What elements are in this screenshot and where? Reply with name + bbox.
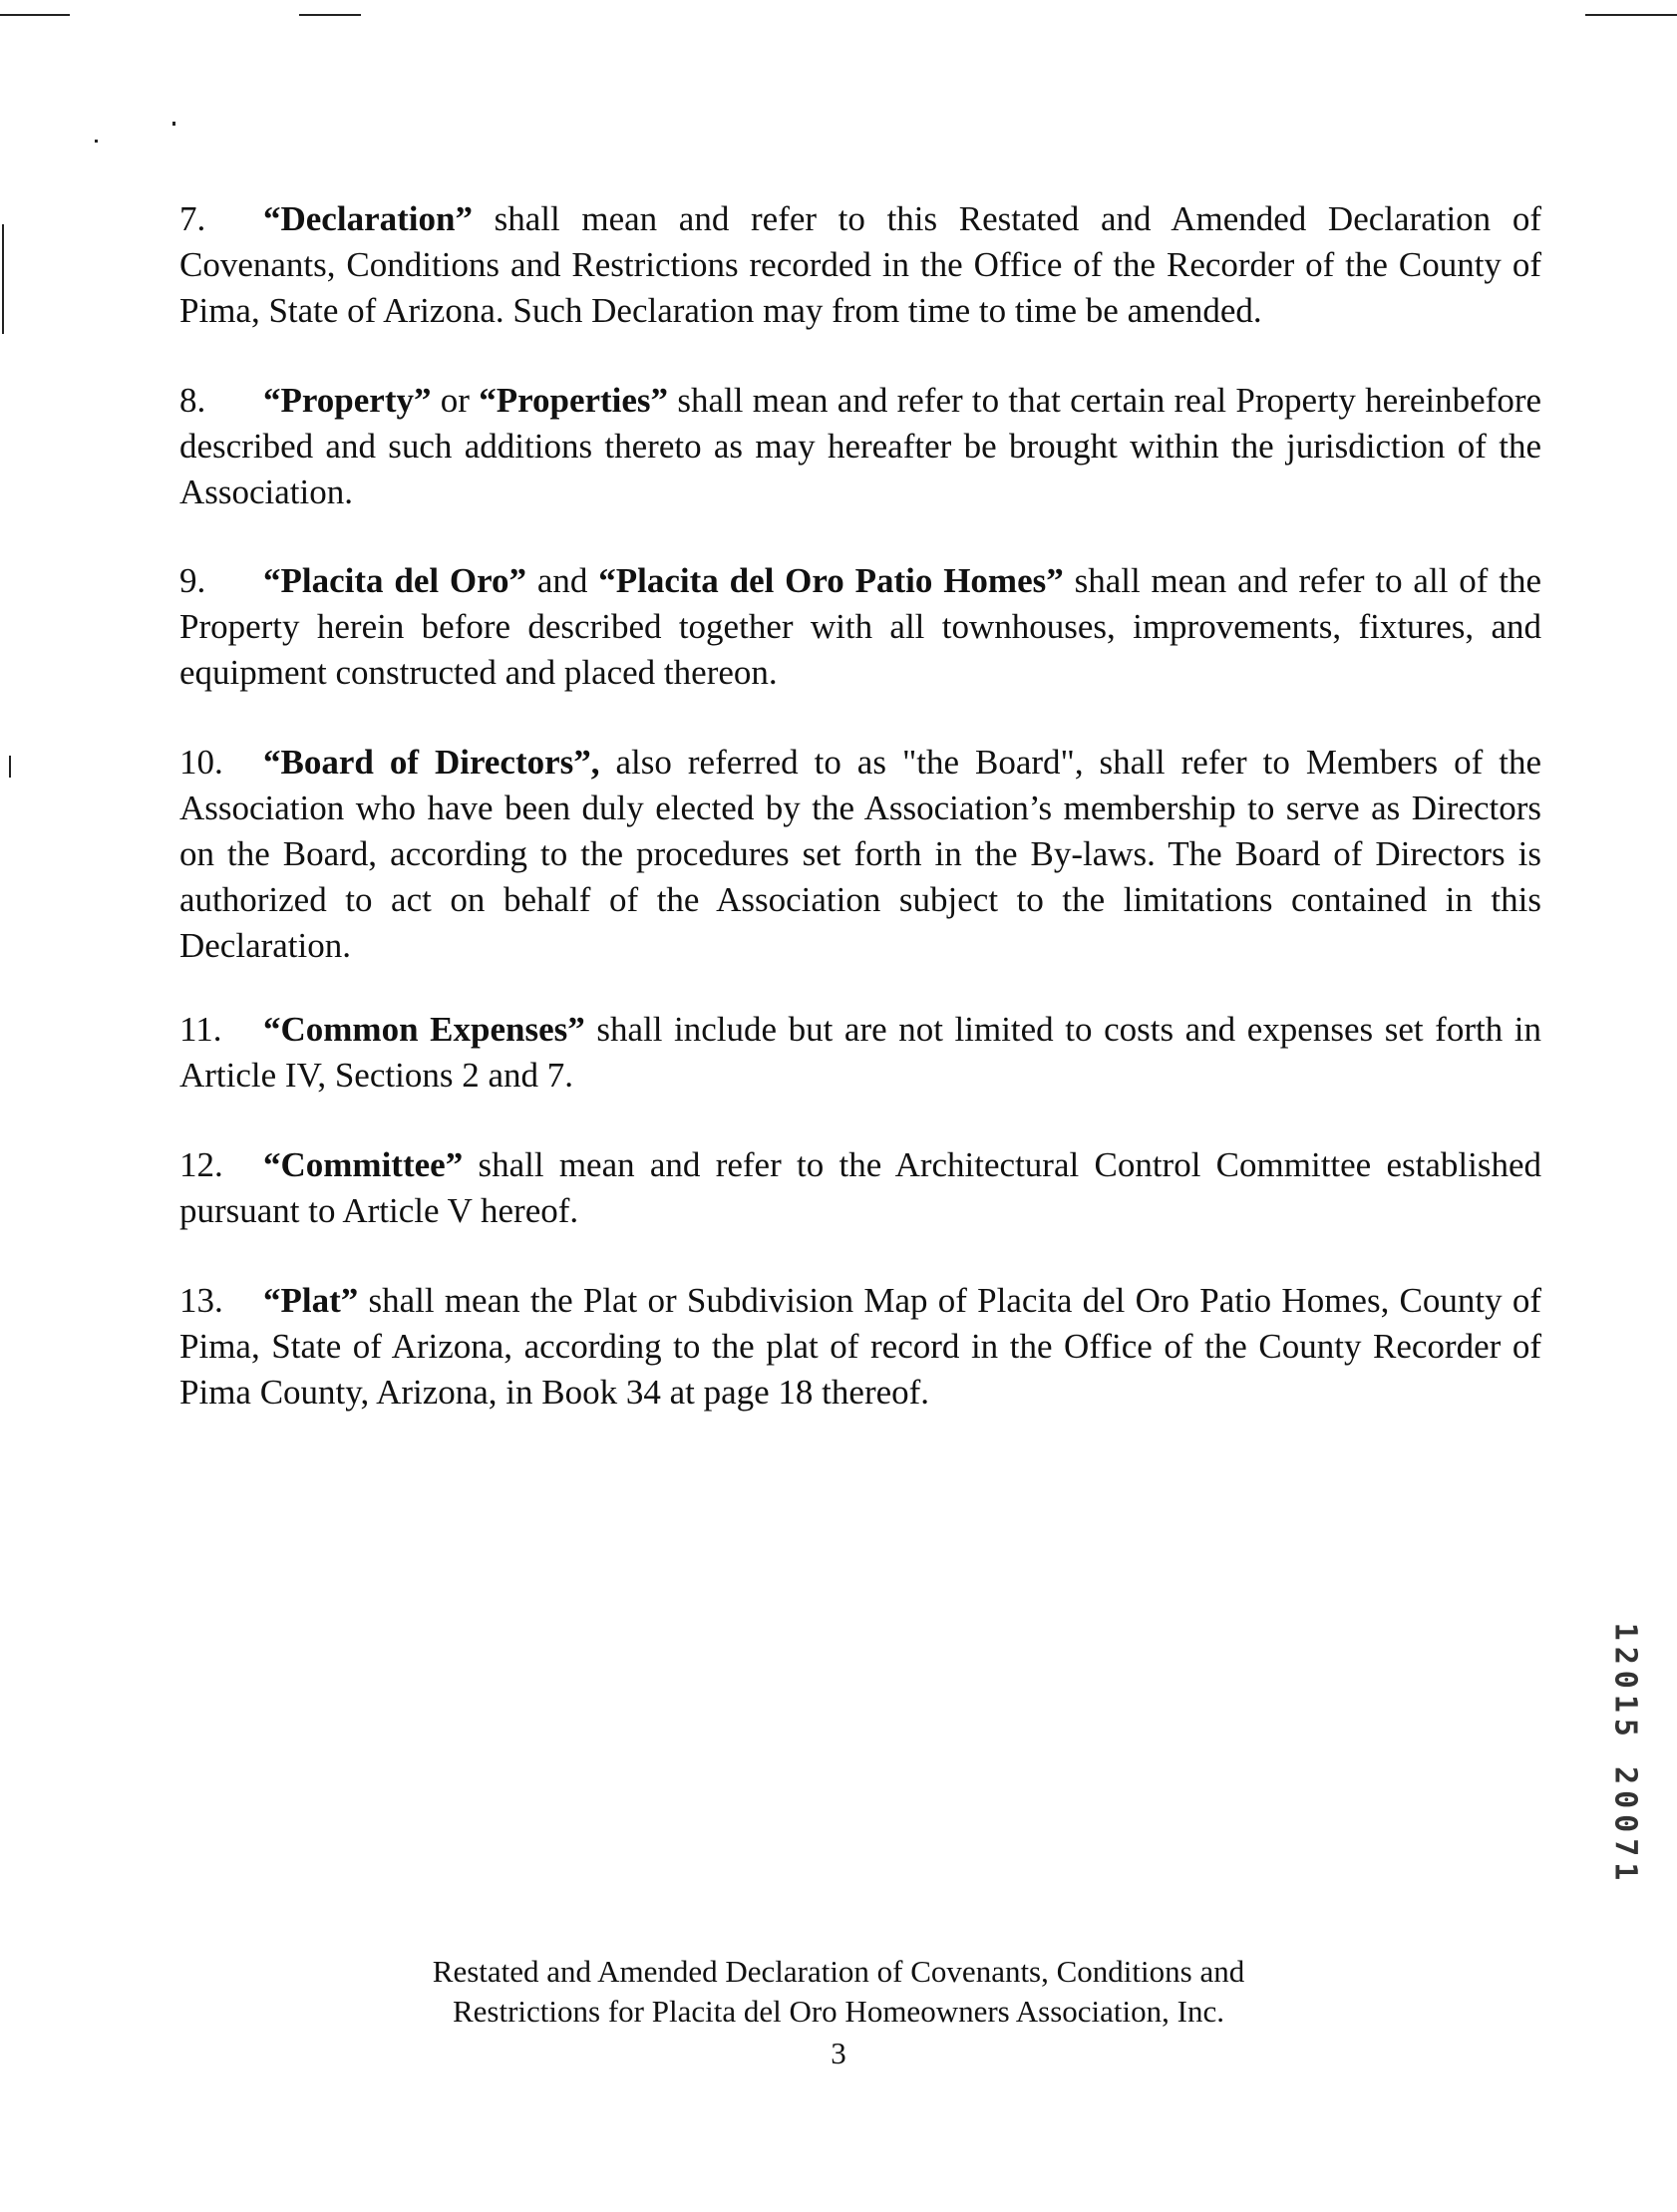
footer-title-line-2: Restrictions for Placita del Oro Homeowners Association, Inc. — [453, 1994, 1224, 2029]
defined-term: “Common Expenses” — [263, 1010, 585, 1049]
defined-term: “Plat” — [263, 1281, 359, 1320]
term-connector: or — [431, 381, 480, 420]
paragraph-number: 8. — [179, 381, 206, 420]
definition-text: shall mean and refer to all of the Property herein before described together with all townhouses, improvements, fixtures, and equipment constructed and placed thereon. — [179, 561, 1541, 692]
paragraph-number: 10. — [179, 743, 223, 782]
definition-text: shall mean and refer to that certain real Property hereinbefore described and such additions thereto as may hereafter be brought within the jurisdiction of the Association. — [179, 381, 1542, 511]
paragraph-number: 7. — [179, 199, 206, 238]
defined-term: “Placita del Oro” — [263, 561, 527, 600]
definition-paragraph-9 — [179, 558, 1541, 696]
paragraph-number: 11. — [179, 1010, 222, 1049]
definition-paragraph-8 — [179, 378, 1541, 515]
scan-artifact-line-right — [1585, 14, 1677, 16]
term-connector: and — [526, 561, 599, 600]
definition-paragraph-10 — [179, 740, 1541, 969]
scan-artifact-tick — [9, 756, 11, 778]
defined-term: “Declaration” — [263, 199, 473, 238]
recording-number-stamp — [1605, 1575, 1645, 1934]
paragraph-number: 12. — [179, 1145, 223, 1184]
definition-paragraph-12 — [179, 1142, 1541, 1234]
paragraph-number: 9. — [179, 561, 206, 600]
definition-text: shall mean the Plat or Subdivision Map of Placita del Oro Patio Homes, County of Pima, State of Arizona, according to the plat of record in the Office of the County Recorder of Pima County, Arizona, in Book 34 at page 18 thereof. — [179, 1281, 1541, 1412]
scan-artifact-line-left — [0, 14, 70, 16]
definition-text: shall include but are not limited to costs and expenses set forth in Article IV, Sections 2 and 7. — [179, 1010, 1541, 1095]
paragraph-number: 13. — [179, 1281, 223, 1320]
page-number: 3 — [831, 2036, 846, 2070]
defined-term: “Property” — [263, 381, 432, 420]
footer-title-line-1: Restated and Amended Declaration of Covenants, Conditions and — [432, 1954, 1245, 1989]
defined-term: “Committee” — [263, 1145, 464, 1184]
definition-text: also referred to as "the Board", shall refer to Members of the Association who have been duly elected by the Association’s membership to serve as Directors on the Board, according to the procedures set forth in the By-laws. The Board of Directors is authorized to act on behalf of the Association subject to the limitations contained in this Declaration. — [179, 743, 1541, 965]
definition-text: shall mean and refer to the Architectural Control Committee established pursuant to Article V hereof. — [179, 1145, 1541, 1230]
definition-paragraph-13 — [179, 1278, 1541, 1416]
recording-number-text: 12015 20071 — [1607, 1622, 1643, 1887]
definition-paragraph-11 — [179, 1007, 1541, 1099]
definition-text: shall mean and refer to this Restated and Amended Declaration of Covenants, Conditions and Restrictions recorded in the Office of the Recorder of the County of Pima, State of Arizona. Such Declaration may from time to time be amended. — [179, 199, 1541, 330]
scan-artifact-line-top — [299, 14, 361, 16]
definition-paragraph-7 — [179, 196, 1541, 334]
scan-artifact-dot — [172, 122, 175, 126]
defined-term-alternate: “Placita del Oro Patio Homes” — [598, 561, 1064, 600]
scan-artifact-dot — [95, 140, 98, 143]
scan-artifact-margin-bar — [2, 224, 4, 334]
defined-term: “Board of Directors”, — [263, 743, 600, 782]
defined-term-alternate: “Properties” — [479, 381, 669, 420]
